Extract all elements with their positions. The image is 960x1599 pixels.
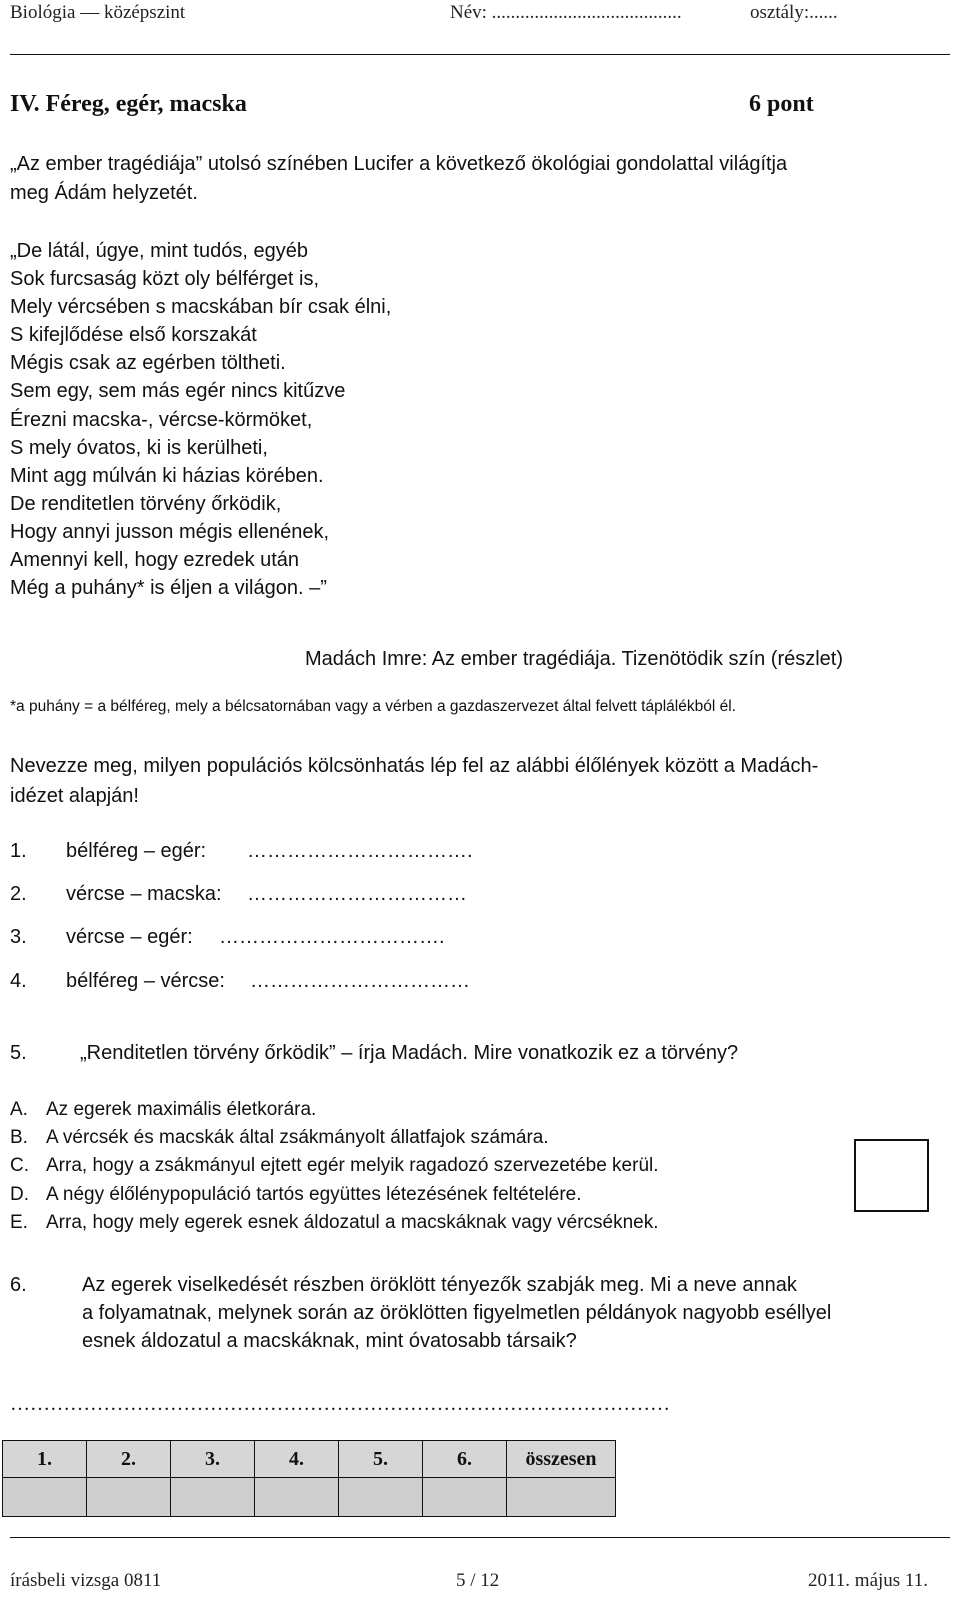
pair-number: 3. bbox=[10, 926, 27, 948]
score-cell[interactable] bbox=[171, 1478, 255, 1517]
option-c: C. Arra, hogy a zsákmányul ejtett egér melyik ragadozó szervezetébe kerül. bbox=[10, 1155, 659, 1177]
score-table bbox=[2, 1440, 616, 1517]
pair-label: bélféreg – vércse: bbox=[66, 970, 225, 992]
poem-line: „De látál, úgye, mint tudós, egyéb bbox=[10, 240, 308, 262]
pair-number: 4. bbox=[10, 970, 27, 992]
poem-line: Sem egy, sem más egér nincs kitűzve bbox=[10, 380, 346, 403]
section-points: 6 pont bbox=[749, 91, 814, 117]
task-line-2: idézet alapján! bbox=[10, 785, 139, 807]
question-6-number: 6. bbox=[10, 1274, 27, 1296]
pair-label: vércse – macska: bbox=[66, 883, 222, 905]
poem-line: S mely óvatos, ki is kerülheti, bbox=[10, 436, 268, 459]
poem-line: Sok furcsaság közt oly bélférget is, bbox=[10, 268, 320, 291]
question-6-line-2: a folyamatnak, melynek során az öröklötten figyelmetlen példányok nagyobb eséllyel bbox=[82, 1302, 832, 1324]
poem-line: Amennyi kell, hogy ezredek után bbox=[10, 549, 300, 572]
score-header-4: 4. bbox=[255, 1441, 339, 1478]
score-cell[interactable] bbox=[3, 1478, 87, 1517]
task-line-1: Nevezze meg, milyen populációs kölcsönhatás lép fel az alábbi élőlények között a Madách- bbox=[10, 755, 819, 777]
pair-answer-line[interactable]: …………………………… bbox=[247, 883, 467, 905]
section-title: IV. Féreg, egér, macska bbox=[10, 91, 247, 117]
score-cell[interactable] bbox=[339, 1478, 423, 1517]
poem-line: Érezni macska-, vércse-körmöket, bbox=[10, 408, 313, 431]
pair-number: 1. bbox=[10, 840, 27, 862]
poem-line: Még a puhány* is éljen a világon. –” bbox=[10, 577, 327, 600]
header-rule bbox=[10, 54, 950, 55]
pair-label: vércse – egér: bbox=[66, 926, 193, 948]
poem-excerpt bbox=[10, 237, 391, 602]
intro-line-2: meg Ádám helyzetét. bbox=[10, 182, 198, 204]
header-name-label: Név: ........................................ bbox=[450, 2, 682, 23]
footer-page-number: 5 / 12 bbox=[456, 1570, 500, 1591]
option-a: A. Az egerek maximális életkorára. bbox=[10, 1099, 317, 1120]
poem-line: S kifejlődése első korszakát bbox=[10, 324, 257, 347]
poem-line: Mégis csak az egérben töltheti. bbox=[10, 352, 286, 375]
pair-number: 2. bbox=[10, 883, 27, 905]
score-cell[interactable] bbox=[255, 1478, 339, 1517]
pair-answer-line[interactable]: ……………………………. bbox=[247, 840, 473, 862]
question-6-line-3: esnek áldozatul a macskáknak, mint óvatosabb társaik? bbox=[82, 1330, 577, 1352]
intro-line-1: „Az ember tragédiája” utolsó színében Lucifer a következő ökológiai gondolattal világítja bbox=[10, 153, 788, 175]
question-5-options bbox=[10, 1096, 659, 1237]
pair-answer-line[interactable]: ……………………………. bbox=[219, 926, 445, 948]
header-subject: Biológia — középszint bbox=[10, 2, 186, 23]
option-b: B. A vércsék és macskák által zsákmányolt állatfajok számára. bbox=[10, 1127, 549, 1149]
question-6-line-1: Az egerek viselkedését részben öröklött tényezők szabják meg. Mi a neve annak bbox=[82, 1274, 797, 1296]
footer-date: 2011. május 11. bbox=[808, 1570, 928, 1591]
pair-label: bélféreg – egér: bbox=[66, 840, 207, 862]
question-5-text: „Renditetlen törvény őrködik” – írja Madách. Mire vonatkozik ez a törvény? bbox=[80, 1042, 739, 1064]
footer-left: írásbeli vizsga 0811 bbox=[10, 1570, 162, 1591]
header-class-label: osztály:...... bbox=[750, 2, 838, 23]
score-header-1: 1. bbox=[3, 1441, 87, 1478]
score-header-2: 2. bbox=[87, 1441, 171, 1478]
footer-rule bbox=[10, 1537, 950, 1538]
score-header-6: 6. bbox=[423, 1441, 507, 1478]
score-cell-total[interactable] bbox=[507, 1478, 616, 1517]
score-cell[interactable] bbox=[423, 1478, 507, 1517]
answer-line[interactable]: ……………………………………………………………………………………… bbox=[10, 1393, 670, 1415]
score-cell[interactable] bbox=[87, 1478, 171, 1517]
answer-box[interactable] bbox=[854, 1139, 929, 1212]
option-d: D. A négy élőlénypopuláció tartós együttes létezésének feltételére. bbox=[10, 1183, 582, 1205]
option-e: E. Arra, hogy mely egerek esnek áldozatul a macskáknak vagy vércséknek. bbox=[10, 1211, 659, 1233]
score-header-3: 3. bbox=[171, 1441, 255, 1478]
footnote: *a puhány = a bélféreg, mely a bélcsatornában vagy a vérben a gazdaszervezet által felvett táplálékból él. bbox=[10, 698, 736, 715]
poem-line: De renditetlen törvény őrködik, bbox=[10, 492, 282, 515]
score-header-5: 5. bbox=[339, 1441, 423, 1478]
pair-answer-line[interactable]: …………………………… bbox=[250, 970, 470, 992]
poem-line: Hogy annyi jusson mégis ellenének, bbox=[10, 520, 330, 543]
poem-line: Mint agg múlván ki házias körében. bbox=[10, 464, 324, 487]
score-header-total: összesen bbox=[507, 1441, 616, 1478]
question-5-number: 5. bbox=[10, 1042, 27, 1064]
poem-citation: Madách Imre: Az ember tragédiája. Tizenötödik szín (részlet) bbox=[305, 648, 844, 670]
poem-line: Mely vércsében s macskában bír csak élni, bbox=[10, 296, 392, 319]
